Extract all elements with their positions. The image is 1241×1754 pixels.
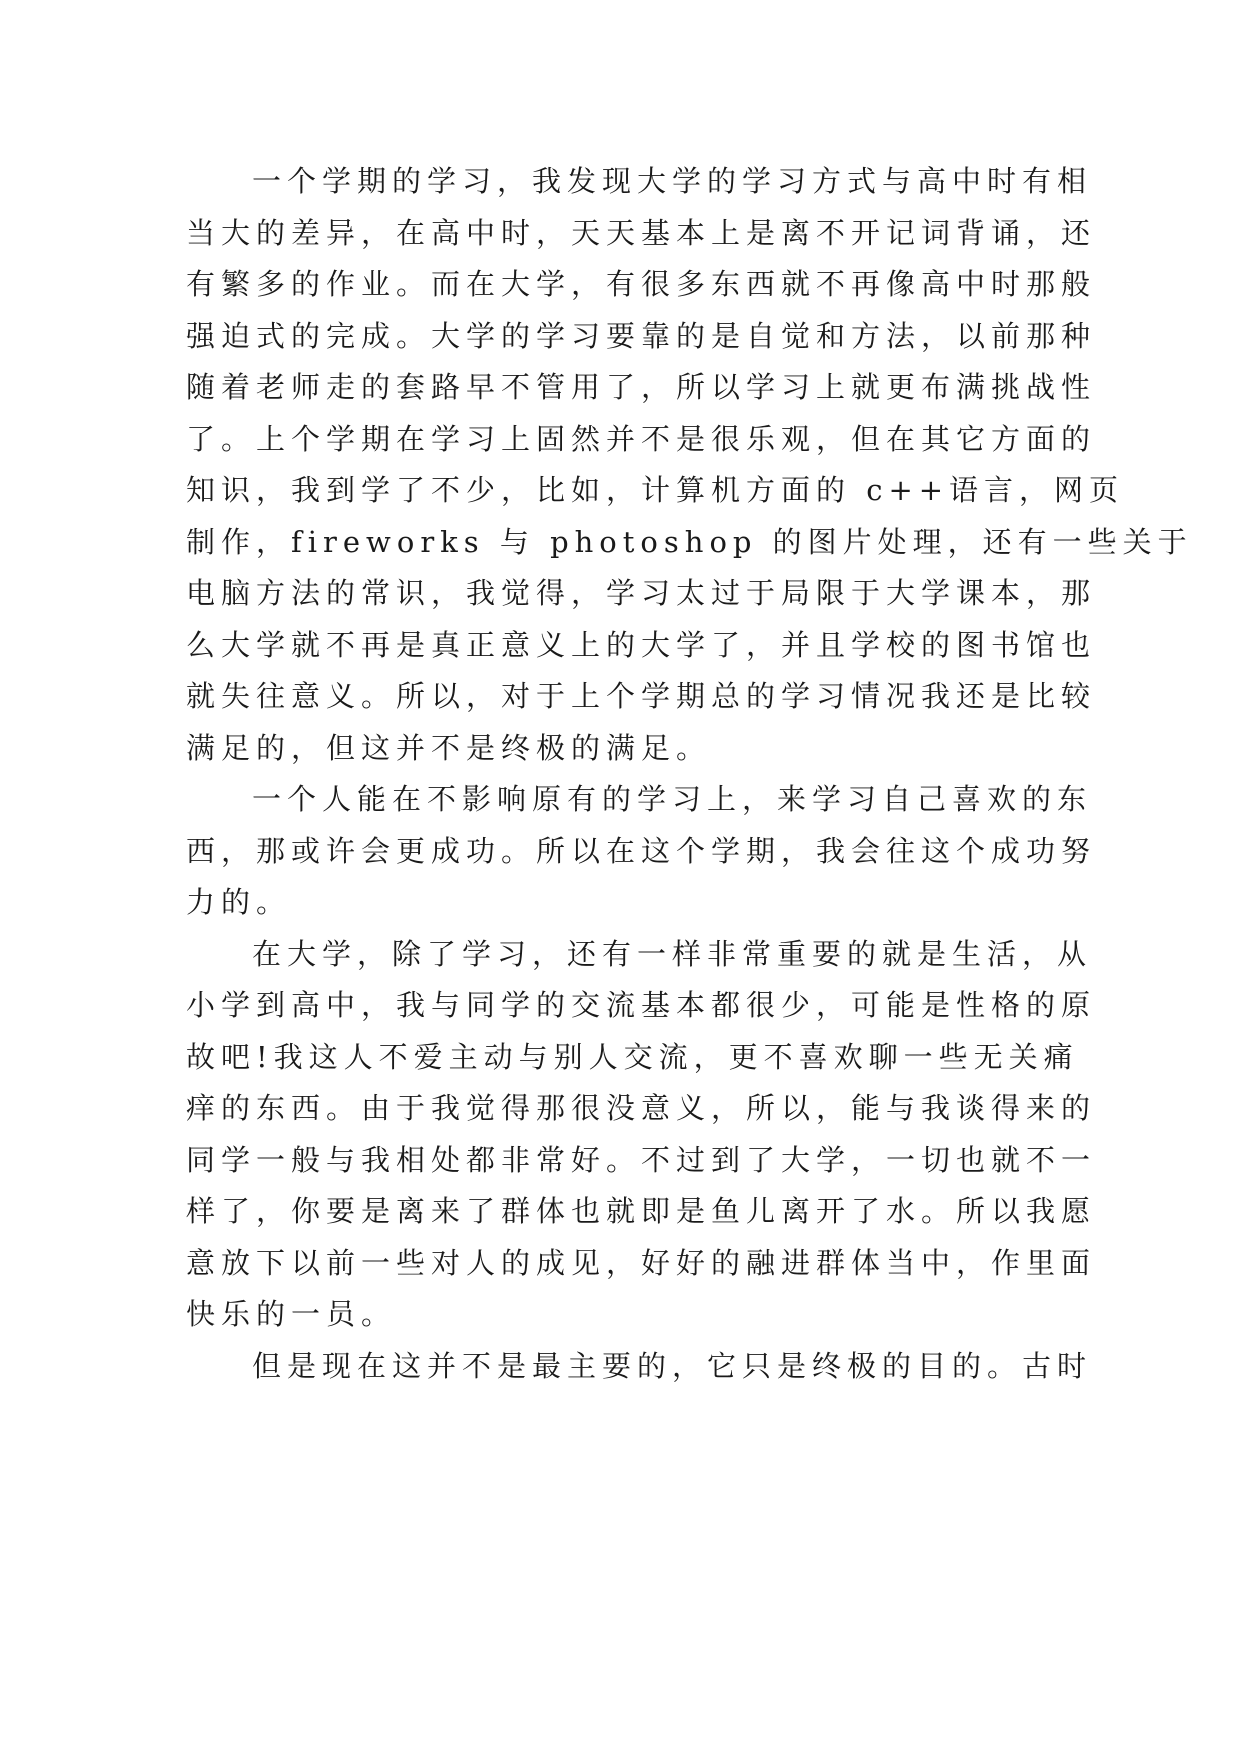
text-line: 同学一般与我相处都非常好。不过到了大学，一切也就不一	[186, 1142, 1097, 1177]
text-line: 力的。	[186, 885, 292, 919]
text-line: 有繁多的作业。而在大学，有很多东西就不再像高中时那般	[186, 267, 1097, 301]
text-line: 西，那或许会更成功。所以在这个学期，我会往这个成功努	[186, 833, 1097, 868]
text-line: 但是现在这并不是最主要的，它只是终极的目的。古时	[252, 1348, 1093, 1383]
document-body	[186, 156, 1193, 1392]
text-line: 制作，fireworks 与 photoshop 的图片处理，还有一些关于	[186, 524, 1193, 559]
text-line: 小学到高中，我与同学的交流基本都很少，可能是性格的原	[186, 988, 1097, 1022]
text-line: 快乐的一员。	[186, 1297, 397, 1331]
text-line: 一个人能在不影响原有的学习上，来学习自己喜欢的东	[252, 782, 1093, 816]
text-line: 随着老师走的套路早不管用了，所以学习上就更布满挑战性	[186, 370, 1097, 404]
text-line: 电脑方法的常识，我觉得，学习太过于局限于大学课本，那	[186, 576, 1097, 610]
text-line: 意放下以前一些对人的成见，好好的融进群体当中，作里面	[186, 1245, 1097, 1280]
text-line: 满足的，但这并不是终极的满足。	[186, 730, 712, 765]
text-line: 了。上个学期在学习上固然并不是很乐观，但在其它方面的	[186, 421, 1097, 456]
text-line: 故吧!我这人不爱主动与别人交流，更不喜欢聊一些无关痛	[186, 1039, 1079, 1074]
text-line: 么大学就不再是真正意义上的大学了，并且学校的图书馆也	[186, 627, 1097, 662]
text-line: 一个学期的学习，我发现大学的学习方式与高中时有相	[252, 164, 1093, 198]
text-line: 在大学，除了学习，还有一样非常重要的就是生活，从	[252, 936, 1093, 971]
text-line: 知识，我到学了不少，比如，计算机方面的 c++语言，网页	[186, 473, 1125, 507]
text-line: 痒的东西。由于我觉得那很没意义，所以，能与我谈得来的	[186, 1091, 1097, 1125]
text-line: 样了，你要是离来了群体也就即是鱼儿离开了水。所以我愿	[186, 1194, 1097, 1228]
text-line: 强迫式的完成。大学的学习要靠的是自觉和方法，以前那种	[186, 318, 1097, 353]
text-line: 当大的差异，在高中时，天天基本上是离不开记词背诵，还	[186, 215, 1097, 250]
text-line: 就失往意义。所以，对于上个学期总的学习情况我还是比较	[186, 679, 1097, 713]
